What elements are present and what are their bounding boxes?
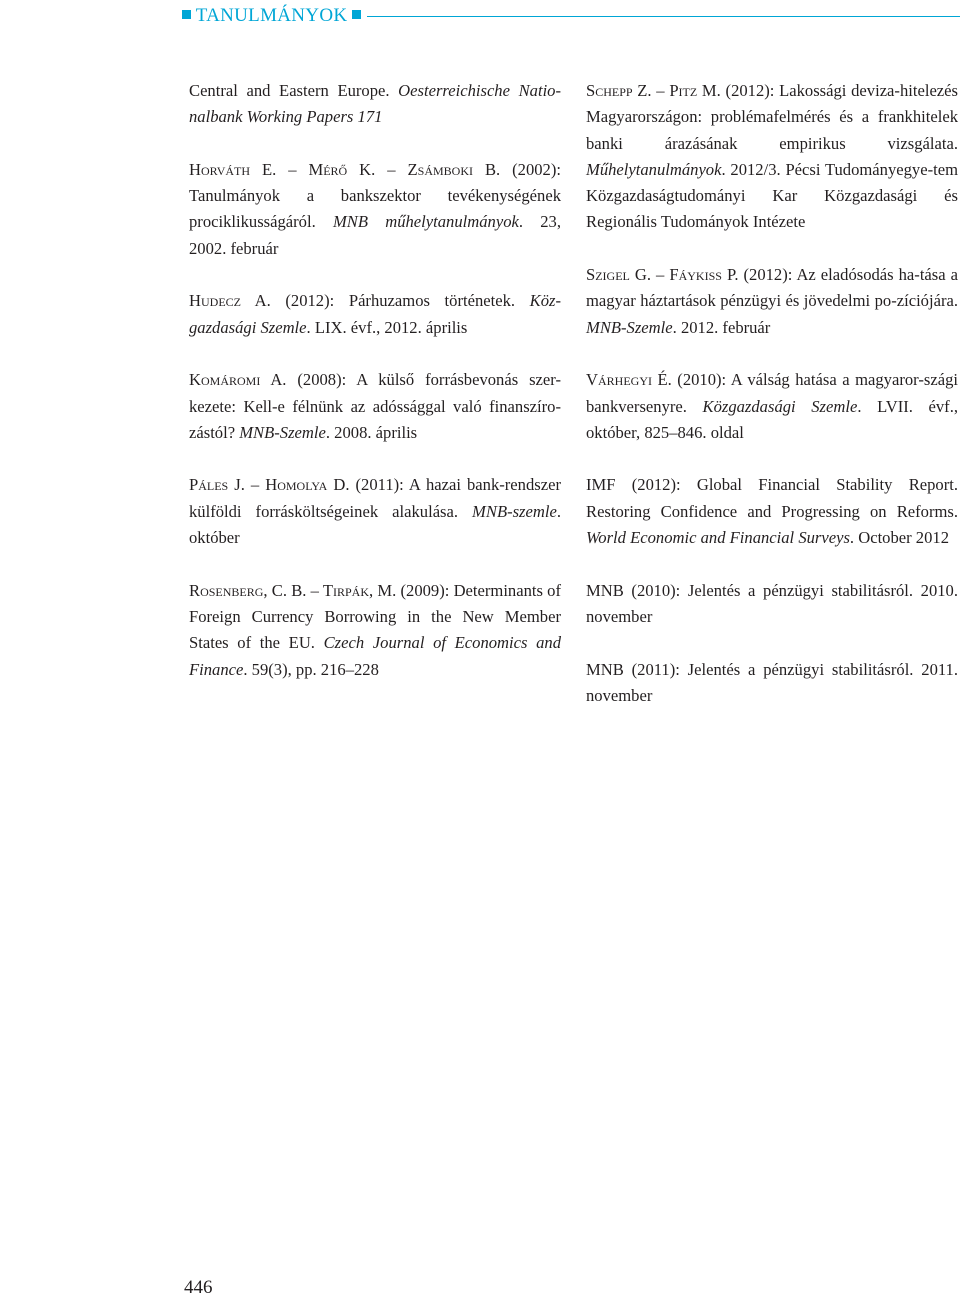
reference-authors: Schepp Z. – Pitz M. <box>586 81 721 100</box>
reference-text: . LVII. évf., október, 825–846. oldal <box>586 396 958 442</box>
reference-text: (2012): Párhuzamos történetek. <box>270 291 530 311</box>
reference-text: . október <box>189 501 561 548</box>
reference-text: MNB (2011): Jelentés a pénzügyi stabilitásról. 2011. november <box>586 659 958 705</box>
references-left-column <box>189 78 561 709</box>
reference-entry <box>189 288 561 341</box>
reference-authors: Hudecz A. <box>189 291 271 311</box>
reference-authors: Várhegyi É. <box>586 370 672 390</box>
reference-text: . 2008. április <box>325 422 418 442</box>
reference-authors: Horváth E. – Mérő K. – Zsámboki B. <box>189 159 501 179</box>
reference-source-title: MNB-Szemle <box>586 317 673 337</box>
reference-text: . 2012/3. Pécsi Tudományegye-tem Közgazdaságtudományi Kar Közgazdasági és Regionális Tudományok Intézete <box>586 159 958 232</box>
reference-source-title: MNB-Szemle <box>239 422 326 442</box>
reference-authors: Páles J. – Homolya D. <box>189 475 350 495</box>
reference-text: (2011): A hazai bank-rendszer külföldi forrásköltségeinek alakulása. <box>189 475 561 521</box>
square-bullet-icon <box>182 10 191 19</box>
reference-entry <box>586 262 958 341</box>
reference-text: (2002): Tanulmányok a bankszektor tevékenységének prociklikusságáról. <box>189 159 561 232</box>
reference-text: . 2012. február <box>672 317 771 337</box>
page-number: 446 <box>184 1277 213 1298</box>
reference-text: MNB (2010): Jelentés a pénzügyi stabilitásról. 2010. november <box>586 580 958 626</box>
reference-source-title: Oesterreichische Natio-nalbank Working Papers 171 <box>189 81 562 127</box>
reference-authors: Rosenberg, C. B. – Tirpák, M. <box>189 580 397 600</box>
reference-source-title: Czech Journal of Economics and Finance <box>189 633 561 679</box>
reference-text: (2009): Determinants of Foreign Currency Borrowing in the New Member States of the EU. <box>189 580 562 653</box>
reference-text: (2010): A válság hatása a magyaror-szági bankversenyre. <box>586 370 958 416</box>
reference-text: . LIX. évf., 2012. április <box>306 317 468 337</box>
reference-entry <box>189 157 561 262</box>
reference-text: . 23, 2002. február <box>189 212 561 258</box>
reference-entry <box>586 578 958 631</box>
reference-authors: Szigel G. – Fáykiss P. <box>586 265 739 285</box>
reference-entry <box>189 578 561 683</box>
reference-text: (2012): Az eladósodás ha-tása a magyar háztartások pénzügyi és jövedelmi po-zíciójára. <box>586 265 958 311</box>
reference-source-title: MNB-szemle <box>472 501 557 521</box>
reference-entry <box>189 367 561 446</box>
reference-source-title: World Economic and Financial Surveys <box>586 528 850 548</box>
square-bullet-icon <box>352 10 361 19</box>
section-label <box>182 4 367 28</box>
reference-text: . October 2012 <box>849 528 949 548</box>
reference-source-title: Köz-gazdasági Szemle <box>189 291 561 337</box>
reference-entry <box>189 472 561 551</box>
reference-text: (2012): Lakossági deviza-hitelezés Magyarországon: problémafelmérés és a frankhitelek banki árazásának empirikus vizsgálata. <box>586 81 958 153</box>
reference-entry <box>586 472 958 551</box>
reference-authors: Komáromi A. <box>189 370 287 390</box>
references-right-column <box>586 78 958 735</box>
reference-entry <box>586 367 958 446</box>
reference-entry <box>189 78 561 131</box>
running-header <box>182 4 960 32</box>
reference-text: Central and Eastern Europe. <box>189 81 399 100</box>
reference-source-title: Közgazdasági Szemle <box>702 396 858 416</box>
reference-entry <box>586 657 958 710</box>
reference-entry <box>586 78 958 236</box>
reference-text: . 59(3), pp. 216–228 <box>243 659 379 679</box>
reference-text: IMF (2012): Global Financial Stability Report. Restoring Confidence and Progressing on Reforms. <box>586 475 958 521</box>
reference-source-title: Műhelytanulmányok <box>586 159 722 179</box>
reference-text: (2008): A külső forrásbevonás szer-kezete: Kell-e félnünk az adóssággal való finanszíro-zástól? <box>189 370 562 442</box>
reference-source-title: MNB műhelytanulmányok <box>332 212 519 232</box>
section-title: TANULMÁNYOK <box>195 5 348 26</box>
